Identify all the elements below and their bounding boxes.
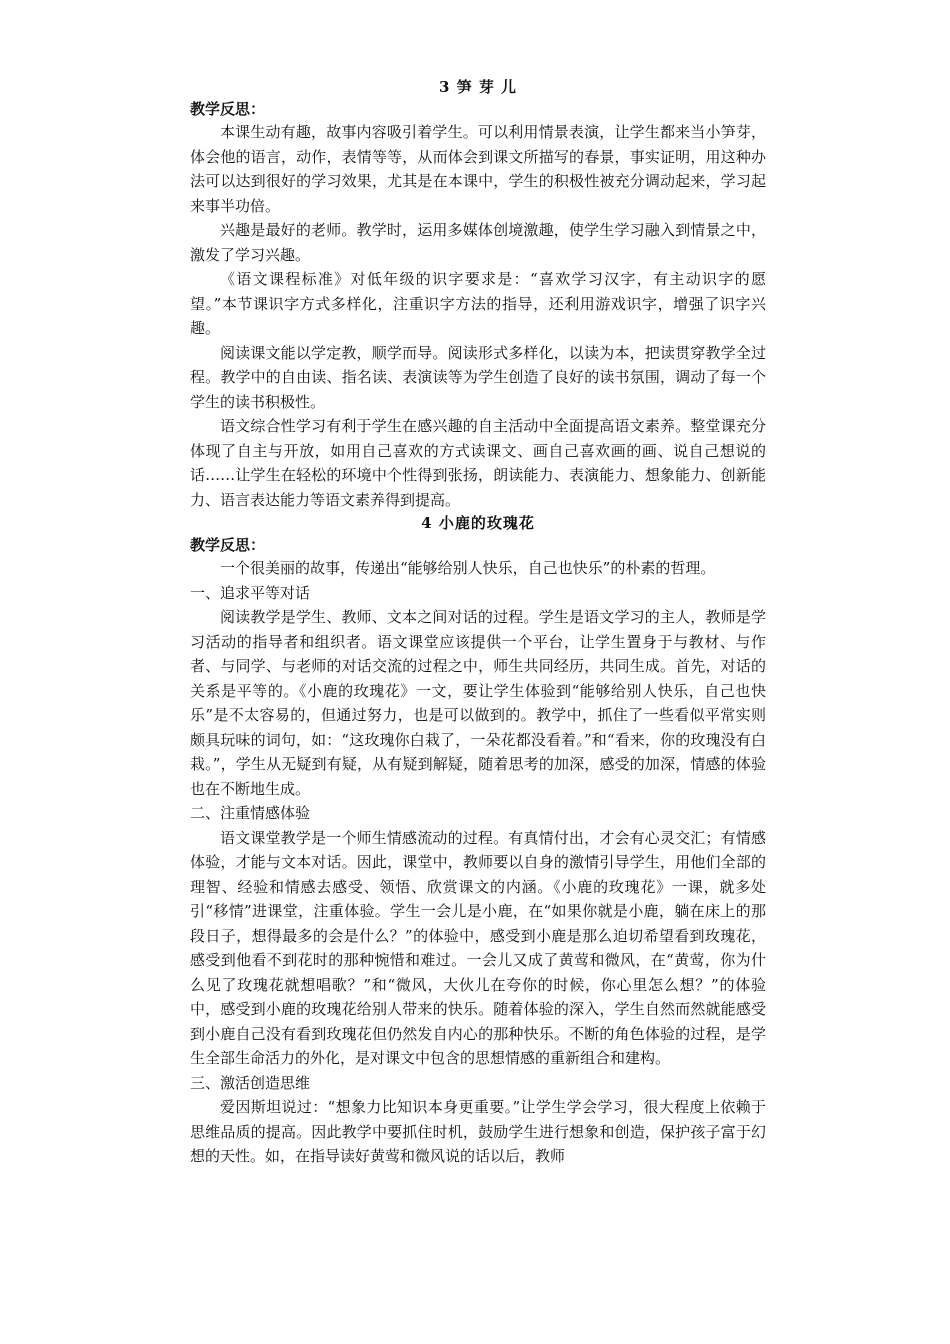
section-heading: 三、激活创造思维 [190, 1073, 311, 1092]
article-title: 3 笋 芽 儿 [438, 78, 518, 96]
paragraph: 本课生动有趣，故事内容吸引着学生。可以利用情景表演，让学生都来当小笋芽，体会他的语言，动作，表情等等，从而体会到课文所描写的春景，事实证明，用这种办法可以达到很好的学习效果，尤其是在本课中，学生的积极性被充分调动起来，学习起来事半功倍。 [190, 123, 766, 215]
section-paragraph: 语文课堂教学是一个师生情感流动的过程。有真情付出，才会有心灵交汇；有情感体验，才能与文本对话。因此，课堂中，教师要以自身的激情引导学生，用他们全部的理智、经验和情感去感受、领悟、欣赏课文的内涵。《小鹿的玫瑰花》一课，就多处引“移情”进课堂，注重体验。学生一会儿是小鹿，在“如果你就是小鹿，躺在床上的那段日子，想得最多的会是什么？”的体验中，感受到小鹿是那么迫切希望看到玫瑰花，感受到他看不到花时的那种惋惜和难过。一会儿又成了黄莺和微风，在“黄莺，你为什么见了玫瑰花就想唱歌？”和“微风，大伙儿在夸你的时候，你心里怎么想？”的体验中，感受到小鹿的玫瑰花给别人带来的快乐。随着体验的深入，学生自然而然就能感受到小鹿自己没有看到玫瑰花但仍然发自内心的那种快乐。不断的角色体验的过程，是学生全部生命活力的外化，是对课文中包含的思想情感的重新组合和建构。 [190, 828, 766, 1067]
section-heading: 一、追求平等对话 [190, 583, 311, 602]
document-page [190, 76, 766, 1169]
paragraph: 兴趣是最好的老师。教学时，运用多媒体创境激趣，使学生学习融入到情景之中，激发了学习兴趣。 [190, 221, 766, 264]
paragraph: 阅读课文能以学定教，顺学而导。阅读形式多样化，以读为本，把读贯穿教学全过程。教学中的自由读、指名读、表演读等为学生创造了良好的读书氛围，调动了每一个学生的读书积极性。 [190, 343, 766, 411]
article-sunyaer [190, 76, 766, 512]
reflection-label: 教学反思： [190, 100, 266, 118]
article-xiaolu-meiguihua [190, 512, 766, 1169]
intro-paragraph: 一个很美丽的故事，传递出“能够给别人快乐，自己也快乐”的朴素的哲理。 [220, 559, 716, 577]
section-paragraph: 爱因斯坦说过：“想象力比知识本身更重要。”让学生学会学习，很大程度上依赖于思维品质的提高。因此教学中要抓住时机，鼓励学生进行想象和创造，保护孩子富于幻想的天性。如，在指导读好黄莺和微风说的话以后，教师 [190, 1098, 766, 1165]
section-heading: 二、注重情感体验 [190, 804, 311, 822]
reflection-label: 教学反思： [190, 536, 266, 554]
article-title: 4 小鹿的玫瑰花 [421, 514, 535, 532]
paragraph: 语文综合性学习有利于学生在感兴趣的自主活动中全面提高语文素养。整堂课充分体现了自主与开放，如用自己喜欢的方式读课文、画自己喜欢画的画、说自己想说的话……让学生在轻松的环境中个性得到张扬，朗读能力、表演能力、想象能力、创新能力、语言表达能力等语文素养得到提高。 [190, 417, 766, 509]
section-paragraph: 阅读教学是学生、教师、文本之间对话的过程。学生是语文学习的主人，教师是学习活动的指导者和组织者。语文课堂应该提供一个平台，让学生置身于与教材、与作者、与同学、与老师的对话交流的过程之中，师生共同经历，共同生成。首先，对话的关系是平等的。《小鹿的玫瑰花》一文，要让学生体验到“能够给别人快乐，自己也快乐”是不太容易的，但通过努力，也是可以做到的。教学中，抓住了一些看似平常实则颇具玩味的词句，如：“这玫瑰你白栽了，一朵花都没看着。”和“看来，你的玫瑰没有白栽。”，学生从无疑到有疑，从有疑到解疑，随着思考的加深，感受的加深，情感的体验也在不断地生成。 [190, 608, 766, 798]
paragraph: 《语文课程标准》对低年级的识字要求是：“喜欢学习汉字，有主动识字的愿望。”本节课识字方式多样化，注重识字方法的指导，还利用游戏识字，增强了识字兴趣。 [190, 270, 766, 337]
